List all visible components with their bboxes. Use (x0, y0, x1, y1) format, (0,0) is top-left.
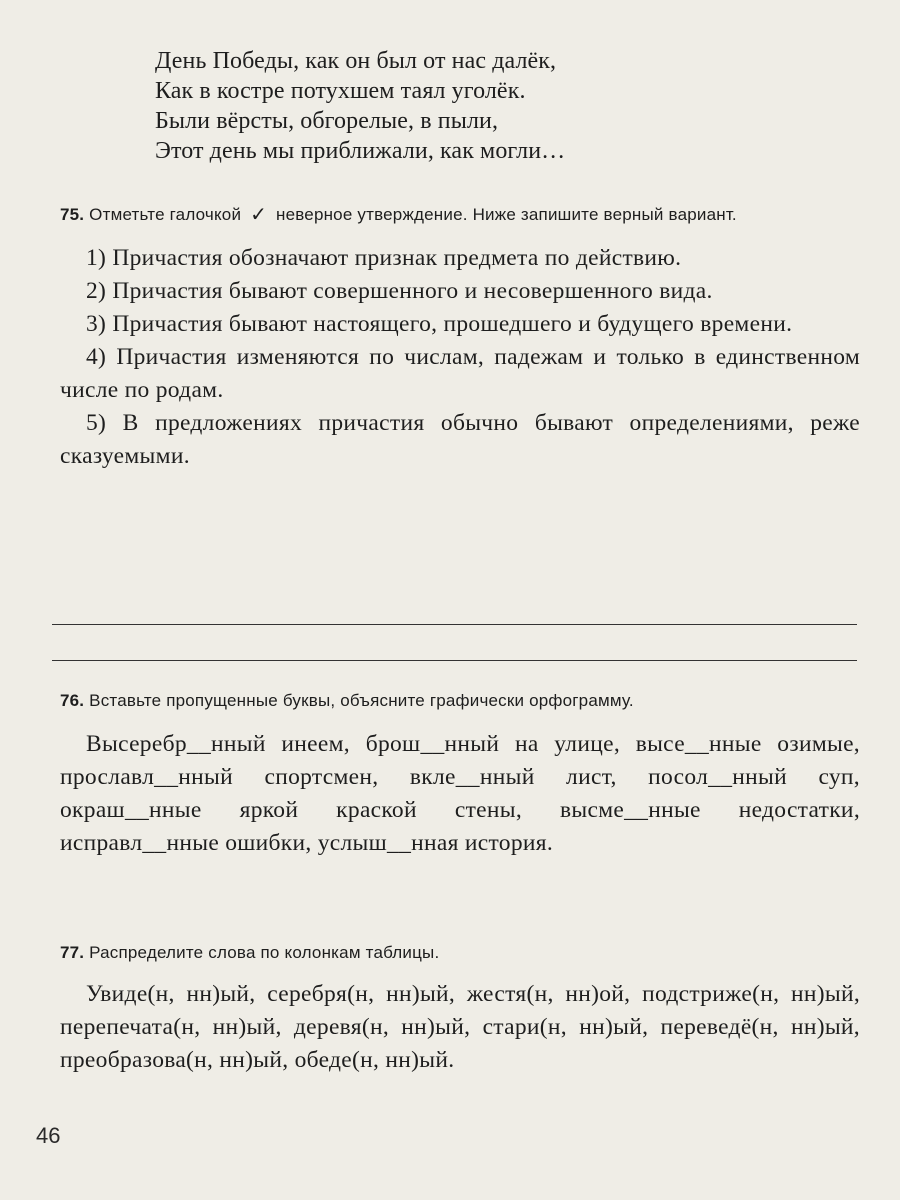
statement-item: 3) Причастия бывают настоящего, прошедшего и будущего времени. (86, 311, 793, 337)
poem-line: Этот день мы приближали, как могли… (155, 138, 566, 164)
task-76-instruction (60, 688, 860, 714)
task-75 (60, 202, 860, 473)
statement-item: 4) Причастия изменяются по числам, падежам и только в единственном числе по родам. (60, 344, 860, 403)
task-77-instruction (60, 940, 860, 966)
poem-line: День Победы, как он был от нас далёк, (155, 48, 557, 74)
poem-block (155, 46, 565, 166)
checkmark-icon: ✓ (250, 204, 268, 226)
task-number: 77. (60, 943, 85, 962)
task-76 (60, 688, 860, 860)
answer-line[interactable] (52, 624, 857, 625)
task-number: 76. (60, 691, 85, 710)
task-number: 75. (60, 205, 85, 224)
instruction-text: Вставьте пропущенные буквы, объясните графически орфограмму. (89, 691, 634, 710)
instruction-text: Распределите слова по колонкам таблицы. (89, 943, 440, 962)
statement-item: 5) В предложениях причастия обычно бывают определениями, реже сказуемыми. (60, 410, 860, 469)
statement-item: 2) Причастия бывают совершенного и несовершенного вида. (86, 278, 713, 304)
page-number: 46 (36, 1123, 61, 1148)
exercise-text: Увиде(н, нн)ый, серебря(н, нн)ый, жестя(н, нн)ой, подстриже(н, нн)ый, перепечата(н, нн)ый, деревя(н, нн)ый, стари(н, нн)ый, переведё(н, нн)ый, преобразова(н, нн)ый, обеде(н, нн)ый. (60, 981, 860, 1073)
answer-line[interactable] (52, 660, 857, 661)
instruction-text: Отметьте галочкой (89, 205, 242, 224)
exercise-text: Высеребр__нный инеем, брош__нный на улице, высе__нные озимые, прославл__нный спортсмен, вкле__нный лист, посол__нный суп, окраш__нные яркой краской стены, высме__нные недостатки, исправл__нные ошибки, услыш__нная история. (60, 731, 860, 856)
instruction-text: неверное утверждение. Ниже запишите верный вариант. (276, 205, 737, 224)
poem-line: Как в костре потухшем таял уголёк. (155, 78, 526, 104)
task-75-instruction (60, 202, 860, 228)
statement-list (60, 242, 860, 473)
statement-item: 1) Причастия обозначают признак предмета по действию. (86, 245, 682, 271)
poem-line: Были вёрсты, обгорелые, в пыли, (155, 108, 499, 134)
task-77 (60, 940, 860, 1077)
